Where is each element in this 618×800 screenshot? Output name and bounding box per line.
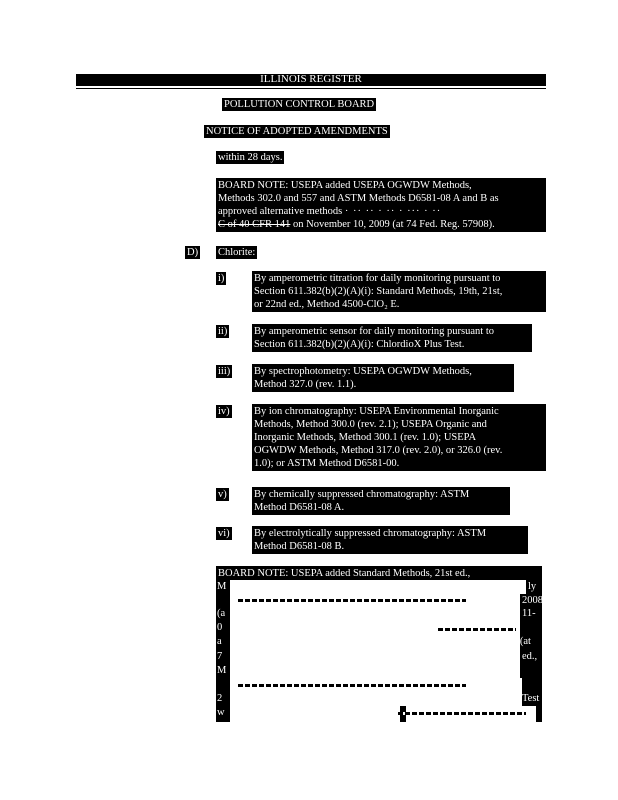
item-line: By amperometric sensor for daily monitoring pursuant to bbox=[254, 326, 494, 337]
scan-noise bbox=[396, 712, 526, 715]
header-bar bbox=[76, 74, 546, 86]
fragment: 9 (at bbox=[512, 636, 531, 647]
item-text bbox=[252, 404, 546, 471]
fragment: Test bbox=[522, 693, 540, 704]
scan-noise bbox=[236, 684, 466, 687]
item-line: OGWDW Methods, Method 317.0 (rev. 2.0), or 326.0 (rev. bbox=[254, 445, 503, 456]
fragment: w bbox=[217, 707, 225, 718]
item-line: Inorganic Methods, Method 300.1 (rev. 1.0); USEPA bbox=[254, 432, 477, 443]
board-title: POLLUTION CONTROL BOARD bbox=[224, 99, 375, 110]
fragment: 2008 bbox=[522, 595, 543, 606]
item-line: Method D6581-08 A. bbox=[254, 502, 345, 513]
fragment: 2 bbox=[217, 693, 223, 704]
item-number: iv) bbox=[218, 406, 230, 417]
item-line: Method D6581-08 B. bbox=[254, 541, 345, 552]
redacted-region bbox=[230, 706, 400, 722]
struck-text: C of 40 CFR 141 bbox=[218, 219, 291, 230]
item-line: Methods, Method 300.0 (rev. 2.1); USEPA Organic and bbox=[254, 419, 487, 430]
item-line: By spectrophotometry: USEPA OGWDW Methods, bbox=[254, 366, 472, 377]
board-note-1-line: BOARD NOTE: USEPA added USEPA OGWDW Methods, bbox=[218, 180, 472, 191]
fragment: 0 bbox=[217, 622, 223, 633]
item-number: iii) bbox=[218, 366, 231, 377]
item-text bbox=[252, 271, 546, 312]
obscured-text: · ·· ·· · ·· · ··· · ·· bbox=[344, 206, 442, 217]
header-rule bbox=[76, 88, 546, 89]
item-line: 1.0); or ASTM Method D6581-00. bbox=[254, 458, 400, 469]
item-line: By chemically suppressed chromatography: ASTM bbox=[254, 489, 470, 500]
item-line: By ion chromatography: USEPA Environmental Inorganic bbox=[254, 406, 499, 417]
board-note-1 bbox=[216, 178, 546, 232]
fragment: 7 bbox=[217, 651, 223, 662]
section-title: Chlorite: bbox=[218, 247, 256, 258]
register-title: ILLINOIS REGISTER bbox=[260, 73, 362, 85]
item-line: By amperometric titration for daily monitoring pursuant to bbox=[254, 273, 501, 284]
board-note-1-line4: on November 10, 2009 (at 74 Fed. Reg. 57908). bbox=[290, 219, 495, 230]
item-number: vi) bbox=[218, 528, 230, 539]
board-note-1-line: Methods 302.0 and 557 and ASTM Methods D6581-08 A and B as bbox=[218, 193, 499, 204]
within-text: within 28 days. bbox=[218, 152, 283, 163]
item-text bbox=[252, 487, 510, 515]
fragment: ed., bbox=[522, 651, 538, 662]
fragment: M bbox=[217, 665, 227, 676]
item-text bbox=[252, 364, 514, 392]
item-line: or 22nd ed., Method 4500-ClO₂ E. bbox=[254, 299, 400, 310]
item-number: ii) bbox=[218, 326, 228, 337]
fragment: (a bbox=[217, 608, 226, 619]
fragment: M bbox=[217, 580, 231, 594]
fragment: 11- bbox=[522, 608, 536, 619]
notice-title: NOTICE OF ADOPTED AMENDMENTS bbox=[206, 126, 388, 137]
redacted-region bbox=[230, 594, 520, 650]
board-note-2-line: BOARD NOTE: USEPA added Standard Methods, 21st ed., bbox=[218, 568, 471, 579]
board-note-1-line3: approved alternative methods bbox=[218, 206, 343, 217]
item-number: i) bbox=[218, 273, 225, 284]
item-line: Section 611.382(b)(2)(A)(i): Standard Methods, 19th, 21st, bbox=[254, 286, 503, 297]
fragment: a bbox=[217, 636, 222, 647]
board-note-2 bbox=[216, 566, 542, 722]
board-note-1-line bbox=[218, 218, 544, 231]
item-number: v) bbox=[218, 489, 227, 500]
item-line: By electrolytically suppressed chromatography: ASTM bbox=[254, 528, 487, 539]
item-line: Method 327.0 (rev. 1.1). bbox=[254, 379, 357, 390]
redacted-region bbox=[230, 580, 526, 594]
fragment: ly bbox=[528, 581, 537, 592]
board-note-1-line bbox=[218, 205, 544, 218]
scan-noise bbox=[236, 599, 466, 602]
section-label: D) bbox=[187, 247, 199, 258]
redacted-region bbox=[230, 650, 520, 678]
item-text bbox=[252, 526, 528, 554]
item-text bbox=[252, 324, 532, 352]
item-line: Section 611.382(b)(2)(A)(i): ChlordioX Plus Test. bbox=[254, 339, 465, 350]
redacted-region bbox=[230, 678, 522, 706]
scan-noise bbox=[436, 628, 516, 631]
